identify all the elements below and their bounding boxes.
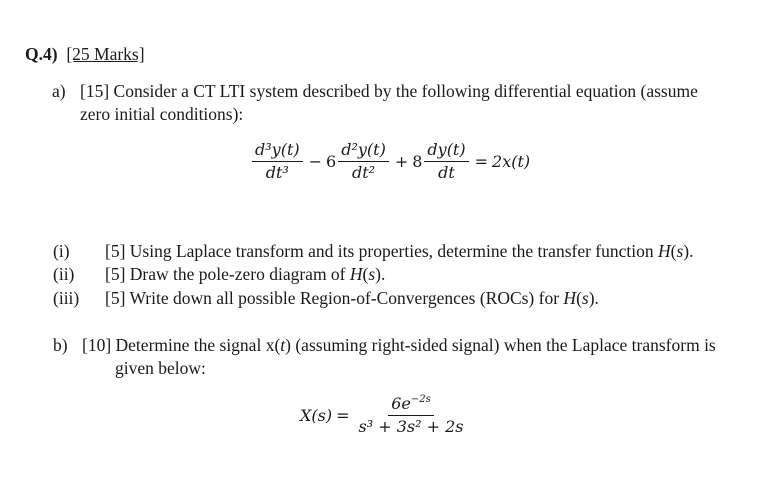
- equals-sign: =: [474, 152, 489, 171]
- part-a-line2: zero initial conditions):: [80, 104, 244, 124]
- question-heading: [25, 44, 145, 64]
- subpart-iii-label: (iii): [53, 288, 80, 308]
- laplace-equation: [300, 394, 468, 437]
- equation-rhs: 2x(t): [492, 152, 531, 171]
- subpart-i-body: [5] Using Laplace transform and its properties, determine the transfer function: [105, 241, 659, 261]
- term1-denominator: dt³: [265, 163, 289, 182]
- paren: ).: [588, 288, 599, 308]
- laplace-lhs: X(s): [300, 406, 333, 425]
- part-b-line1: [82, 335, 716, 355]
- term3-numerator: dy(t): [424, 140, 468, 162]
- variable-s: s: [676, 241, 684, 261]
- coefficient-8: 8: [412, 152, 423, 171]
- subpart-ii-label: (ii): [53, 264, 75, 284]
- numerator-coefficient: 6e: [391, 394, 411, 413]
- subpart-iii-text: [105, 288, 599, 308]
- numerator-exponent: −2s: [410, 394, 431, 405]
- laplace-numerator: [388, 394, 434, 416]
- term2-numerator: d²y(t): [338, 140, 389, 162]
- coefficient-6: 6: [326, 152, 337, 171]
- transfer-function-symbol: H: [563, 288, 577, 308]
- part-b-line2: given below:: [115, 358, 206, 378]
- part-a-label: a): [52, 81, 66, 101]
- differential-equation: [250, 140, 530, 183]
- transfer-function-symbol: H: [349, 264, 363, 284]
- plus-operator: +: [394, 152, 409, 171]
- question-number: Q.4): [25, 44, 58, 64]
- paren: ).: [683, 241, 694, 261]
- term1-fraction: [252, 140, 303, 183]
- paren: (: [576, 288, 582, 308]
- part-b-line1-start: [10] Determine the signal x(: [82, 335, 281, 355]
- subpart-iii-body: [5] Write down all possible Region-of-Convergences (ROCs) for: [105, 288, 564, 308]
- variable-s: s: [581, 288, 589, 308]
- laplace-denominator: s³ + 3s² + 2s: [358, 417, 464, 436]
- transfer-function-symbol: H: [658, 241, 671, 261]
- subpart-i-text: [105, 241, 694, 261]
- part-b-label: b): [53, 335, 68, 355]
- term3-fraction: [424, 140, 468, 183]
- variable-s: s: [368, 264, 376, 284]
- paren: (: [362, 264, 369, 284]
- term3-denominator: dt: [438, 163, 455, 182]
- laplace-fraction: [356, 394, 467, 437]
- equals-sign: =: [336, 406, 350, 425]
- subpart-ii-body: [5] Draw the pole-zero diagram of: [105, 264, 350, 284]
- part-b-line1-end: ) (assuming right-sided signal) when the Laplace transform is: [285, 335, 716, 355]
- term1-numerator: d³y(t): [252, 140, 303, 162]
- variable-t: t: [280, 335, 286, 355]
- minus-operator: −: [308, 152, 323, 171]
- paren: (: [670, 241, 677, 261]
- term2-fraction: [338, 140, 389, 183]
- subpart-i-label: (i): [53, 241, 70, 261]
- subpart-ii-text: [105, 264, 385, 284]
- paren: ).: [375, 264, 386, 284]
- question-marks: [25 Marks]: [66, 44, 145, 64]
- part-a-line1: [15] Consider a CT LTI system described by the following differential equation (assume: [80, 81, 698, 101]
- term2-denominator: dt²: [351, 163, 376, 182]
